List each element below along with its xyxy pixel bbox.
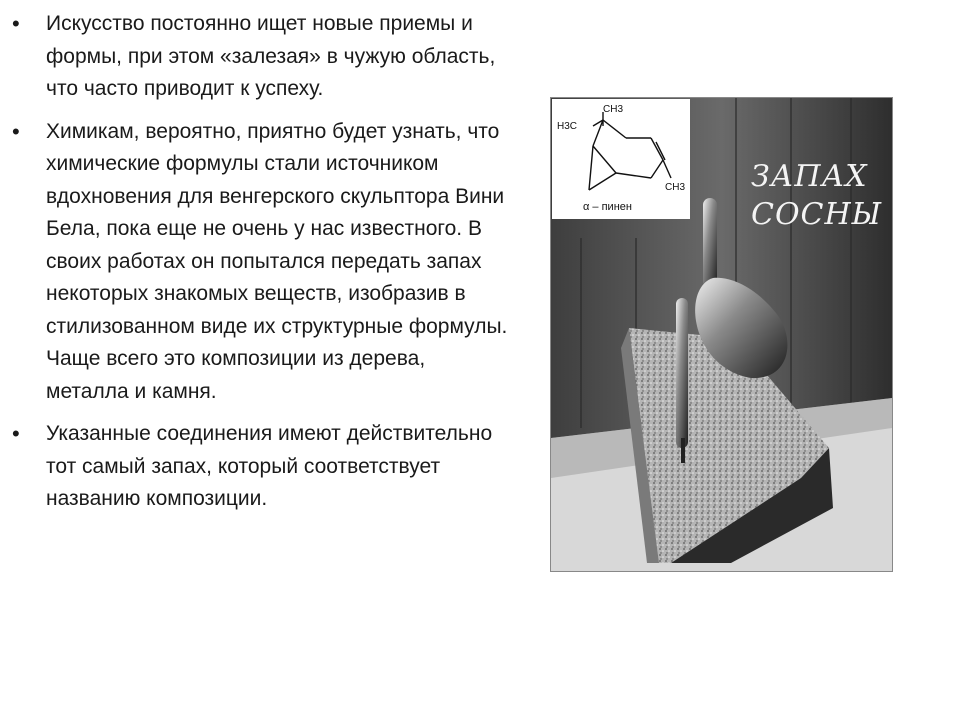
image-title-line-2: СОСНЫ — [751, 197, 883, 232]
formula-group-right: CH3 — [665, 182, 686, 193]
image-title-line-1: ЗАПАХ — [751, 159, 868, 194]
bullet-marker: • — [12, 118, 20, 144]
sculpture-illustration — [551, 98, 892, 571]
bullet-text-2: Химикам, вероятно, приятно будет узнать, что химические формулы стали источником вдохновения для венгерского скульптора Вини Бела, пока еще не очень у нас известного. В своих работах он попытался передать запах некоторых знакомых веществ, изобразив в стилизованном виде их структурные формулы. Чаще всего это композиции из дерева, металла и камня. — [46, 119, 508, 403]
bullet-marker: • — [12, 11, 20, 36]
bullet-marker: • — [12, 421, 20, 446]
formula-group-left: H3C — [557, 121, 578, 132]
bullet-text-1: Искусство постоянно ищет новые приемы и формы, при этом «залезая» в чужую область, что часто приводит к успеху. — [46, 12, 496, 100]
bullet-item-2 — [10, 116, 510, 409]
bullet-text-3: Указанные соединения имеют действительно тот самый запах, который соответствует названию композиции. — [46, 422, 493, 510]
formula-group-top: CH3 — [603, 104, 624, 115]
sculpture-photo — [550, 97, 893, 572]
bullet-item-1 — [10, 8, 510, 106]
bullet-item-3 — [10, 418, 510, 516]
formula-name: α – пинен — [583, 201, 632, 213]
bullet-list — [10, 8, 510, 526]
